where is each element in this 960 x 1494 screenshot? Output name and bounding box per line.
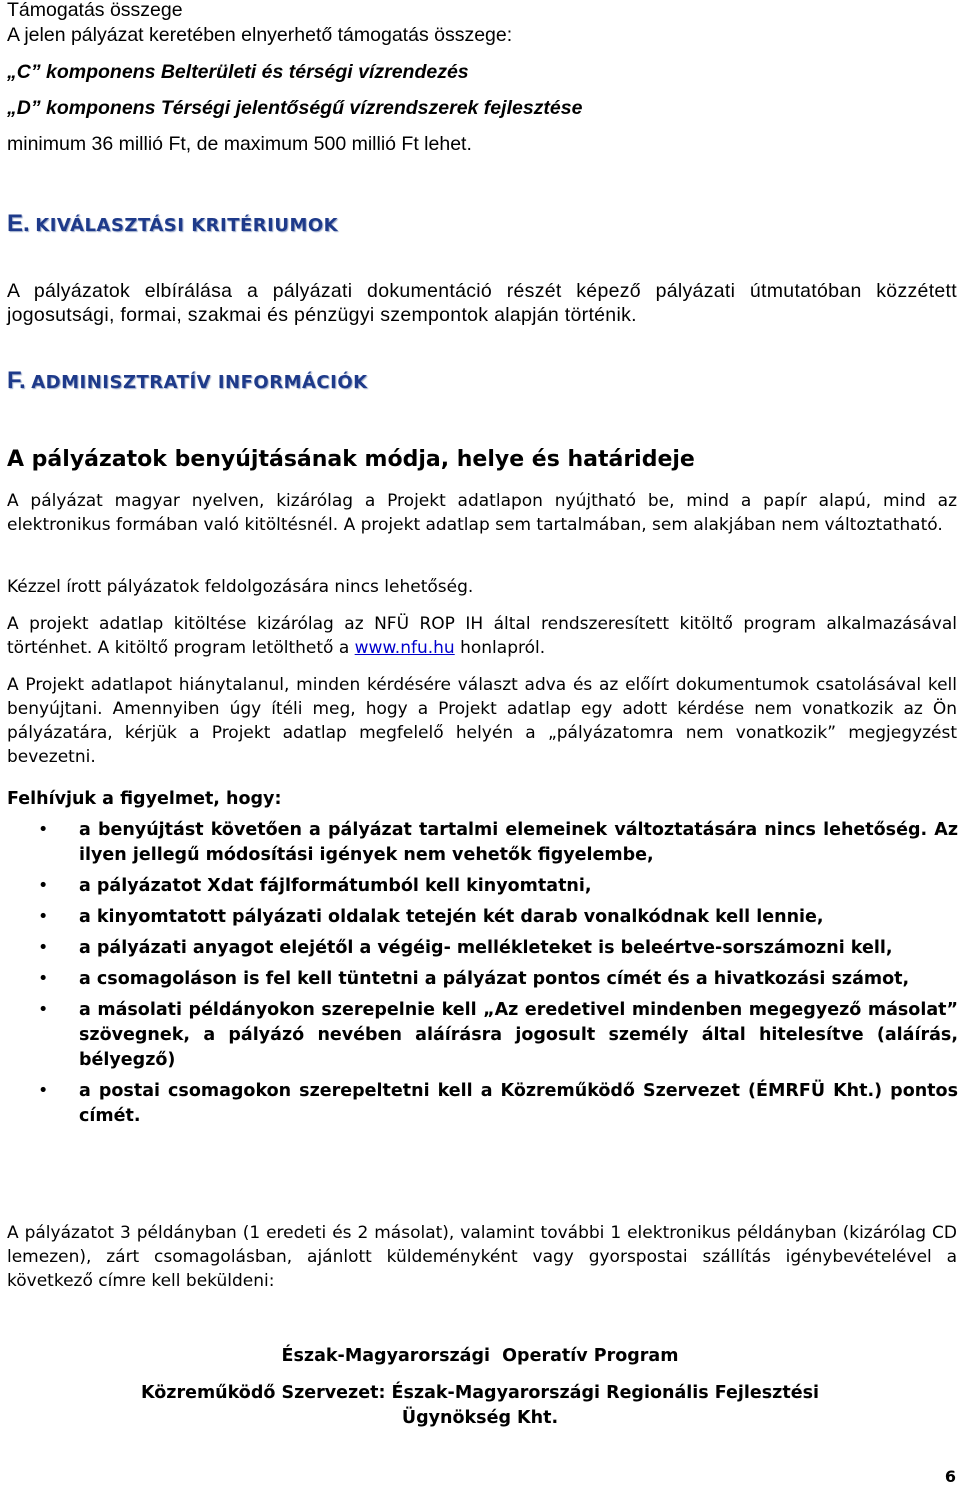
nfu-link[interactable]: www.nfu.hu [354,638,455,658]
page-number: 6 [944,1467,956,1486]
section-f-heading [7,367,368,395]
agency-name: Közreműködő Szervezet: Észak-Magyarországi Regionális Fejlesztési Ügynökség Kht. [140,1383,819,1428]
section-e-letter: E. [7,210,30,237]
section-f-title: ADMINISZTRATÍV INFORMÁCIÓK [31,372,368,393]
paragraph-complete-form: A Projekt adatlapot hiánytalanul, minden kérdésére választ adva és az előírt dokumentumok csatolásával kell benyújtani. Amennyiben úgy ítéli meg, hogy a Projekt adatlap egy adott kérdése nem vonatkozik az Ön pályázatára, kérjük a Projekt adatlap megfelelő helyén a „pályázatomra nem vonatkozik” megjegyzést bevezetni. [7,675,957,767]
list-item: • a csomagoláson is fel kell tüntetni a pályázat pontos címét és a hivatkozási számot, [0,967,958,992]
bullet-icon: • [38,907,49,927]
paragraph-language: A pályázat magyar nyelven, kizárólag a Projekt adatlapon nyújtható be, mind a papír alapú, mind az elektronikus formában való kitöltésnél. A projekt adatlap sem tartalmában, sem alakjában nem változtatható. [7,491,957,535]
list-item: • a postai csomagokon szerepeltetni kell a Közreműködő Szervezet (ÉMRFÜ Kht.) pontos címét. [38,1081,958,1126]
paragraph-handwritten: Kézzel írott pályázatok feldolgozására nincs lehetőség. [7,577,474,597]
section-e-title: KIVÁLASZTÁSI KRITÉRIUMOK [35,215,339,236]
requirements-list [0,818,958,1129]
program-name: Észak-Magyarországi Operatív Program [281,1346,679,1366]
paragraph-filler-program: A projekt adatlap kitöltése kizárólag az NFÜ ROP IH által rendszeresített kitöltő program alkalmazásával történhet. A kitöltő program letölthető a www.nfu.hu honlapról. [7,614,957,658]
component-d-line: „D” komponens Térségi jelentőségű vízrendszerek fejlesztése [7,97,583,119]
section-e-body: A pályázatok elbírálása a pályázati dokumentáció részét képező pályázati útmutatóban közzétett jogosutsági, formai, szakmai és pénzügyi szempontok alapján történik. [7,280,957,326]
list-item: • a pályázati anyagot elejétől a végéig- mellékleteket is beleértve-sorszámozni kell, [0,936,958,961]
bullet-icon: • [38,969,49,989]
attention-heading: Felhívjuk a figyelmet, hogy: [7,789,282,809]
support-range: minimum 36 millió Ft, de maximum 500 millió Ft lehet. [7,133,472,155]
bullet-icon: • [38,938,49,958]
component-c-line: „C” komponens Belterületi és térségi vízrendezés [7,61,469,83]
list-item: • a másolati példányokon szerepelnie kell „Az eredetivel mindenben megegyező másolat” szövegnek, a pályázó nevében aláírásra jogosult személy által hitelesítve (aláírás, bélyegző) [38,1000,958,1070]
support-amount-intro: A jelen pályázat keretében elnyerhető támogatás összege: [7,24,513,46]
submission-subheading: A pályázatok benyújtásának módja, helye és határideje [7,447,695,472]
bullet-icon: • [38,1000,49,1020]
bullet-icon: • [38,820,49,840]
list-item: • a kinyomtatott pályázati oldalak tetején két darab vonalkódnak kell lennie, [0,905,958,930]
list-item: • a benyújtást követően a pályázat tartalmi elemeinek változtatására nincs lehetőség. Az ilyen jellegű módosítási igények nem vehetők figyelembe, [38,820,958,865]
list-item: • a pályázatot Xdat fájlformátumból kell kinyomtatni, [0,874,958,899]
submission-paragraph: A pályázatot 3 példányban (1 eredeti és 2 másolat), valamint további 1 elektronikus példányban (kizárólag CD lemezen), zárt csomagolásban, ajánlott küldeményként vagy gyorspostai szállítás igénybevételével a következő címre kell beküldeni: [7,1223,957,1291]
section-f-letter: F. [7,367,26,394]
section-e-heading [7,210,338,238]
bullet-icon: • [38,876,49,896]
bullet-icon: • [38,1081,49,1101]
support-amount-title: Támogatás összege [7,0,183,21]
